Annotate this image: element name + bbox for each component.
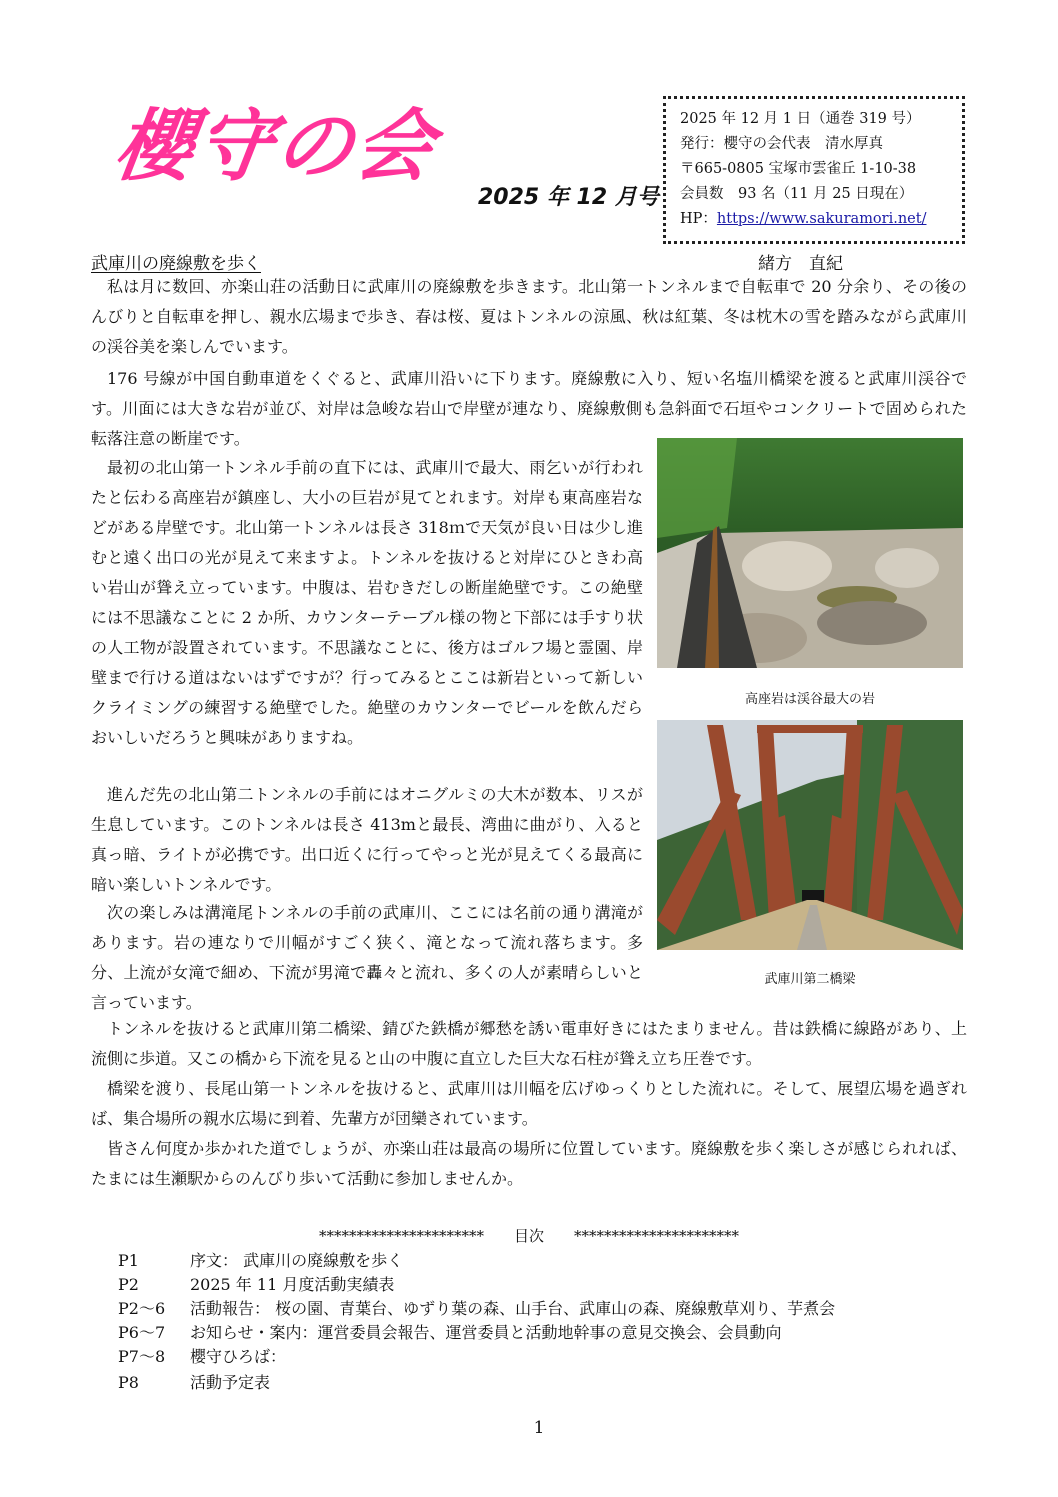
toc-page: P8 (118, 1373, 139, 1392)
address: 〒665-0805 宝塚市雲雀丘 1-10-38 (680, 161, 917, 177)
paragraph-8: 皆さん何度か歩かれた道でしょうが、亦楽山荘は最高の場所に位置しています。廃線敷を歩く楽しさが感じられれば、たまには生瀬駅からのんびり歩いて活動に参加しませんか。 (91, 1139, 967, 1188)
article-author: 緒方 直紀 (758, 254, 843, 274)
toc-text: 活動報告： 桜の園、青葉台、ゆずり葉の森、山手台、武庫山の森、廃線敷草刈り、芋煮会 (190, 1299, 836, 1318)
gorge-photo (657, 438, 963, 668)
paragraph-3: 最初の北山第一トンネル手前の直下には、武庫川で最大、雨乞いが行われたと伝わる高座岩が鎮座し、大小の巨岩が見てとれます。対岸も東高座岩などがある岸壁です。北山第一トンネルは長さ 318ｍで天気が良い日は少し進むと遠く出口の光が見えて来ますよ。トンネルを抜けると対岸にひときわ高い岩山が聳え立っています。中腹は、岩むきだしの断崖絶壁です。この絶壁には不思議なことに 2 か所、カウンターテーブル様の物と下部には手すり状の人工物が設置されています。不思議なことに、後方はゴルフ場と霊園、岸壁まで行ける道はないはずですが？行ってみるとここは新岩といって新しいクライミングの練習する絶壁でした。絶壁のカウンターでビールを飲んだらおいしいだろうと興味がありますね。 (91, 458, 643, 747)
toc-page: P2 (118, 1275, 139, 1294)
article-title: 武庫川の廃線敷を歩く (91, 254, 261, 274)
toc-heading: ********************** 目次 ********************** (318, 1227, 739, 1245)
homepage-line (680, 207, 962, 232)
toc-text: 櫻守ひろば： (190, 1347, 287, 1366)
paragraph-6: トンネルを抜けると武庫川第二橋梁、錆びた鉄橋が郷愁を誘い電車好きにはたまりません。昔は鉄橋に線路があり、上流側に歩道。又この橋から下流を見ると山の中腹に直立した巨大な石柱が聳え立ち圧巻です。 (91, 1019, 967, 1068)
paragraph-1: 私は月に数回、亦楽山荘の活動日に武庫川の廃線敷を歩きます。北山第一トンネルまで自転車で 20 分余り、その後のんびりと自転車を押し、親水広場まで歩き、春は桜、夏はトンネルの涼風、秋は紅葉、冬は枕木の雪を踏みながら武庫川の渓谷美を楽しんでいます。 (91, 277, 967, 356)
toc-page: P2～6 (118, 1299, 166, 1318)
toc-item (118, 1346, 286, 1368)
publisher: 発行：櫻守の会代表 清水厚真 (680, 136, 883, 152)
toc-page: P7～8 (118, 1347, 166, 1366)
paragraph-4: 進んだ先の北山第二トンネルの手前にはオニグルミの大木が数本、リスが生息しています。このトンネルは長さ 413mと最長、湾曲に曲がり、入ると真っ暗、ライトが必携です。出口近くに行ってやっと光が見えてくる最高に暗い楽しいトンネルです。 (91, 785, 643, 894)
toc-text: 序文： 武庫川の廃線敷を歩く (190, 1251, 404, 1270)
toc-page: P1 (118, 1251, 139, 1270)
gorge-photo-caption: 高座岩は渓谷最大の岩 (744, 692, 875, 707)
bridge-photo-caption: 武庫川第二橋梁 (764, 972, 856, 987)
masthead-issue: 2025 年 12 月号 (478, 185, 659, 210)
bridge-photo (657, 720, 963, 950)
toc-item (118, 1372, 270, 1394)
issue-date: 2025 年 12 月 1 日（通巻 319 号） (680, 111, 921, 127)
publication-info-box (663, 96, 965, 244)
masthead-title: 櫻守の会 (108, 102, 442, 192)
homepage-link[interactable]: https://www.sakuramori.net/ (716, 211, 927, 227)
paragraph-7: 橋梁を渡り、長尾山第一トンネルを抜けると、武庫川は川幅を広げゆっくりとした流れに。そして、展望広場を過ぎれば、集合場所の親水広場に到着、先輩方が団欒されています。 (91, 1079, 967, 1128)
paragraph-5: 次の楽しみは溝滝尾トンネルの手前の武庫川、ここには名前の通り溝滝があります。岩の連なりで川幅がすごく狭く、滝となって流れ落ちます。多分、上流が女滝で細め、下流が男滝で轟々と流れ、多くの人が素晴らしいと言っています。 (91, 903, 643, 1012)
toc-text: 活動予定表 (190, 1373, 271, 1392)
page-number: 1 (533, 1418, 545, 1438)
member-count: 会員数 93 名（11 月 25 日現在） (680, 186, 914, 202)
paragraph-2: 176 号線が中国自動車道をくぐると、武庫川沿いに下ります。廃線敷に入り、短い名塩川橋梁を渡ると武庫川渓谷です。川面には大きな岩が並び、対岸は急峻な岩山で岸壁が連なり、廃線敷側も急斜面で石垣やコンクリートで固められた転落注意の断崖です。 (91, 369, 967, 448)
toc-item (118, 1250, 403, 1272)
toc-page: P6～7 (118, 1323, 166, 1342)
toc-text: お知らせ・案内：運営委員会報告、運営委員と活動地幹事の意見交換会、会員動向 (190, 1323, 782, 1342)
toc-text: 2025 年 11 月度活動実績表 (190, 1275, 395, 1294)
toc-item (118, 1322, 782, 1344)
toc-item (118, 1298, 835, 1320)
toc-item (118, 1274, 394, 1296)
homepage-label: HP： (680, 211, 717, 227)
